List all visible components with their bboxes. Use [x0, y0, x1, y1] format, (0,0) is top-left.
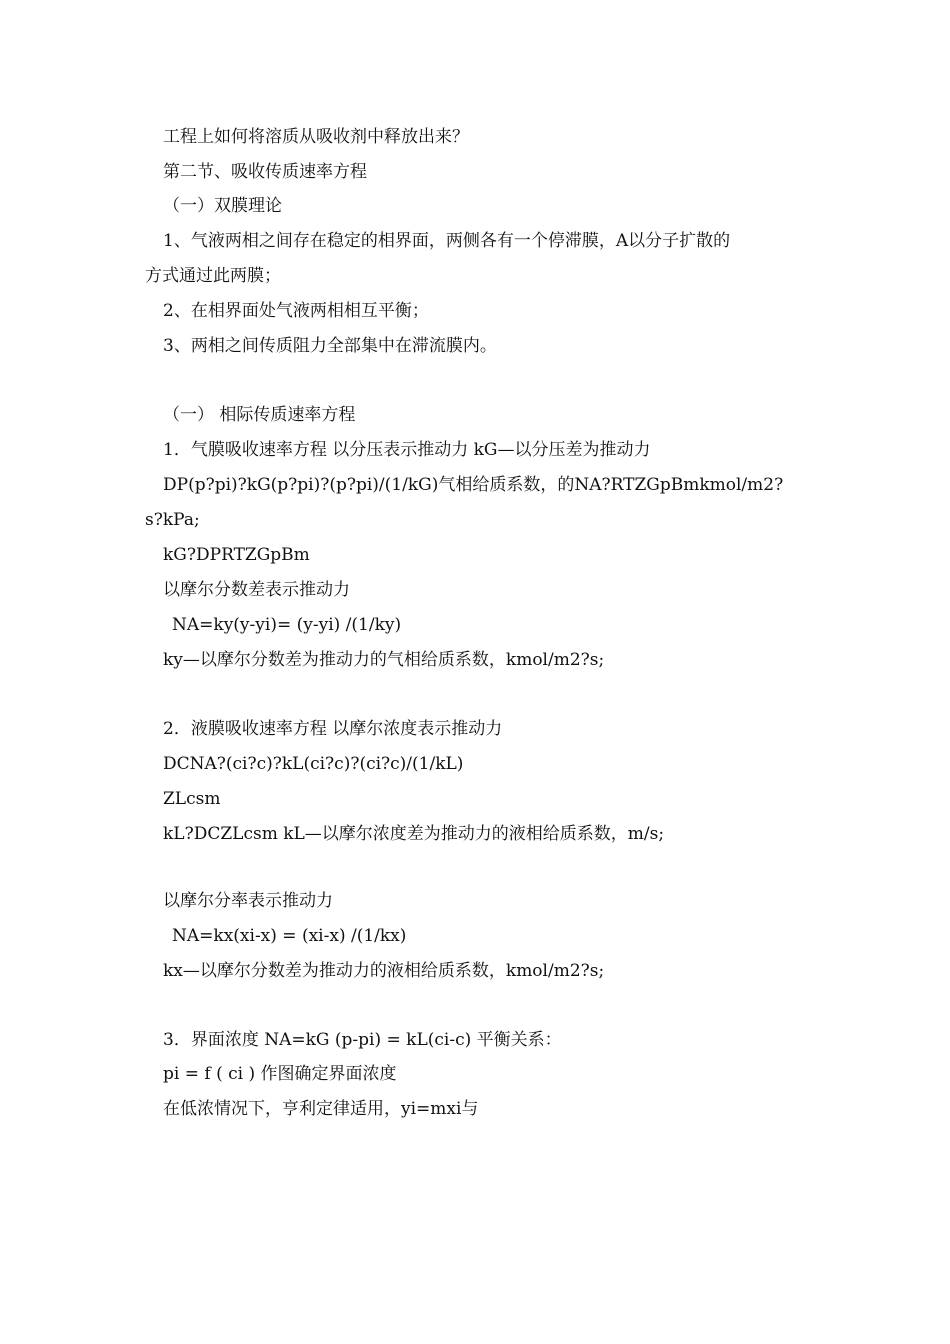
- text-line: 在低浓情况下，亨利定律适用，yi=mxi与: [163, 1099, 479, 1119]
- formula-line: pi = f ( ci ) 作图确定界面浓度: [163, 1064, 397, 1084]
- subsection-heading: （一） 相际传质速率方程: [163, 405, 356, 425]
- formula-line: DP(p?pi)?kG(p?pi)?(p?pi)/(1/kG)气相给质系数，的NA?RTZGpBmkmol/m2?: [163, 475, 784, 495]
- text-line: 2．液膜吸收速率方程 以摩尔浓度表示推动力: [163, 719, 503, 739]
- subsection-heading: （一）双膜理论: [163, 196, 282, 216]
- formula-line: kG?DPRTZGpBm: [163, 545, 310, 565]
- text-line: ky—以摩尔分数差为推动力的气相给质系数，kmol/m2?s;: [163, 650, 605, 670]
- section-heading: 第二节、吸收传质速率方程: [163, 162, 367, 182]
- formula-line: s?kPa;: [145, 510, 200, 530]
- text-line: 以摩尔分数差表示推动力: [163, 580, 350, 600]
- text-line: 方式通过此两膜；: [145, 266, 281, 286]
- text-line: 3、两相之间传质阻力全部集中在滞流膜内。: [163, 336, 497, 356]
- text-line: 2、在相界面处气液两相相互平衡；: [163, 301, 429, 321]
- text-line: 工程上如何将溶质从吸收剂中释放出来？: [163, 127, 469, 147]
- text-line: kL?DCZLcsm kL—以摩尔浓度差为推动力的液相给质系数，m/s;: [163, 824, 665, 844]
- text-line: 以摩尔分率表示推动力: [163, 891, 333, 911]
- formula-line: NA=kx(xi-x) = (xi-x) /(1/kx): [172, 926, 407, 946]
- formula-line: ZLcsm: [163, 789, 221, 809]
- formula-line: NA=ky(y-yi)= (y-yi) /(1/ky): [172, 615, 402, 635]
- formula-line: DCNA?(ci?c)?kL(ci?c)?(ci?c)/(1/kL): [163, 754, 464, 774]
- text-line: 1、气液两相之间存在稳定的相界面，两侧各有一个停滞膜，A以分子扩散的: [163, 231, 731, 251]
- text-line: kx—以摩尔分数差为推动力的液相给质系数，kmol/m2?s;: [163, 961, 605, 981]
- text-line: 1．气膜吸收速率方程 以分压表示推动力 kG—以分压差为推动力: [163, 440, 651, 460]
- text-line: 3．界面浓度 NA=kG (p-pi) = kL(ci-c) 平衡关系：: [163, 1030, 562, 1050]
